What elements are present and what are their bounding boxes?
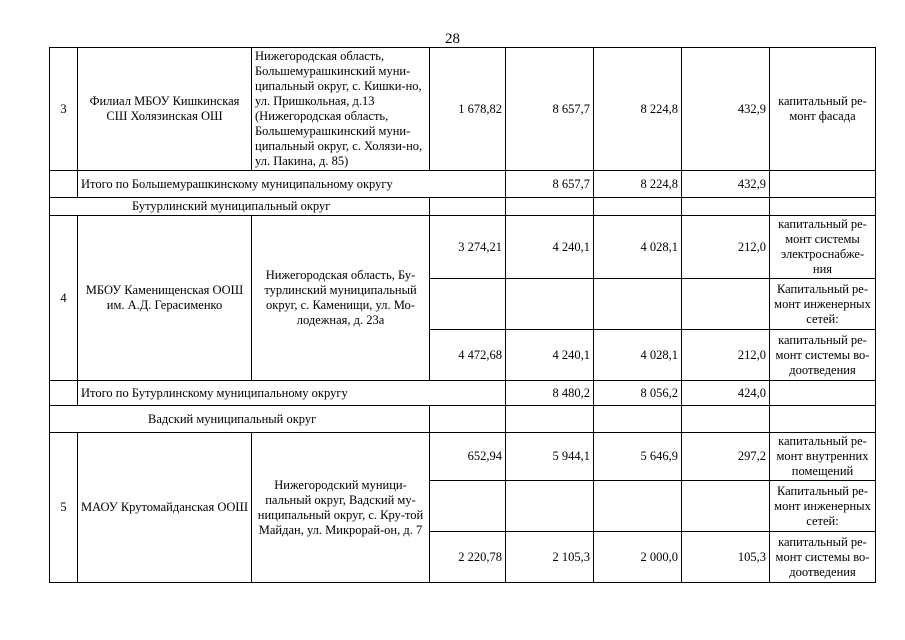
work-type-cell: Капитальный ре-монт инженерных сетей: — [770, 481, 876, 532]
empty-cell — [430, 406, 506, 433]
table-row — [50, 216, 876, 279]
section-title: Бутурлинский муниципальный округ — [50, 198, 430, 216]
regional-budget-cell: 8 056,2 — [594, 381, 682, 406]
institution-address: Нижегородская область, Большемурашкинский муни-ципальный округ, с. Кишки-но, ул. Пришкольная, д.13 (Нижегородская область, Большемурашкинский муни-ципальный округ, с. Холязи-но, ул. Пакина, д. 85) — [252, 48, 430, 171]
empty-cell — [506, 406, 594, 433]
regional-budget-cell: 8 224,8 — [594, 48, 682, 171]
section-row — [50, 198, 876, 216]
institution-address: Нижегородская область, Бу-турлинский муниципальный округ, с. Каменищи, ул. Мо-лодежная, д. 23а — [252, 216, 430, 381]
empty-cell — [594, 406, 682, 433]
table-row — [50, 48, 876, 171]
institution-address: Нижегородский муници-пальный округ, Вадский му-ниципальный округ, с. Кру-той Майдан, ул. Микрорай-он, д. 7 — [252, 433, 430, 583]
work-type-cell: капитальный ре-монт системы во-доотведения — [770, 330, 876, 381]
work-type-cell: капитальный ре-монт внутренних помещений — [770, 433, 876, 481]
institution-name: Филиал МБОУ Кишкинская СШ Холязинская ОШ — [78, 48, 252, 171]
local-budget-cell: 105,3 — [682, 532, 770, 583]
regional-budget-cell: 4 028,1 — [594, 330, 682, 381]
local-budget-cell: 297,2 — [682, 433, 770, 481]
work-type-cell: капитальный ре-монт системы во-доотведения — [770, 532, 876, 583]
section-title: Вадский муниципальный округ — [50, 406, 430, 433]
subtotal-row — [50, 381, 876, 406]
total-cost-cell: 8 480,2 — [506, 381, 594, 406]
empty-cell — [506, 279, 594, 330]
local-budget-cell: 212,0 — [682, 216, 770, 279]
empty-cell — [770, 171, 876, 198]
area-cell: 2 220,78 — [430, 532, 506, 583]
total-cost-cell: 8 657,7 — [506, 48, 594, 171]
total-cost-cell: 4 240,1 — [506, 330, 594, 381]
total-cost-cell: 2 105,3 — [506, 532, 594, 583]
institution-name: МБОУ Каменищенская ООШ им. А.Д. Герасименко — [78, 216, 252, 381]
empty-cell — [594, 279, 682, 330]
area-cell: 1 678,82 — [430, 48, 506, 171]
local-budget-cell: 212,0 — [682, 330, 770, 381]
regional-budget-cell: 2 000,0 — [594, 532, 682, 583]
empty-cell — [682, 481, 770, 532]
regional-budget-cell: 8 224,8 — [594, 171, 682, 198]
institution-name: МАОУ Крутомайданская ООШ — [78, 433, 252, 583]
subtotal-row — [50, 171, 876, 198]
empty-cell — [770, 198, 876, 216]
row-number: 4 — [50, 216, 78, 381]
work-type-cell: капитальный ре-монт фасада — [770, 48, 876, 171]
table-row — [50, 433, 876, 481]
area-cell: 4 472,68 — [430, 330, 506, 381]
empty-cell — [506, 198, 594, 216]
empty-cell — [682, 279, 770, 330]
work-type-cell: капитальный ре-монт системы электроснабже-ния — [770, 216, 876, 279]
page-number: 28 — [445, 31, 460, 47]
empty-cell — [682, 198, 770, 216]
subtotal-label: Итого по Бутурлинскому муниципальному округу — [78, 381, 506, 406]
school-repair-table — [49, 47, 876, 583]
empty-cell — [594, 198, 682, 216]
area-cell: 3 274,21 — [430, 216, 506, 279]
row-number: 5 — [50, 433, 78, 583]
regional-budget-cell: 5 646,9 — [594, 433, 682, 481]
total-cost-cell: 5 944,1 — [506, 433, 594, 481]
empty-cell — [770, 381, 876, 406]
empty-cell — [506, 481, 594, 532]
total-cost-cell: 8 657,7 — [506, 171, 594, 198]
empty-cell — [430, 279, 506, 330]
area-cell: 652,94 — [430, 433, 506, 481]
empty-cell — [594, 481, 682, 532]
local-budget-cell: 432,9 — [682, 48, 770, 171]
section-row — [50, 406, 876, 433]
subtotal-label: Итого по Большемурашкинскому муниципальному округу — [78, 171, 506, 198]
row-number: 3 — [50, 48, 78, 171]
local-budget-cell: 424,0 — [682, 381, 770, 406]
empty-cell — [50, 381, 78, 406]
empty-cell — [430, 481, 506, 532]
empty-cell — [430, 198, 506, 216]
total-cost-cell: 4 240,1 — [506, 216, 594, 279]
empty-cell — [682, 406, 770, 433]
empty-cell — [50, 171, 78, 198]
regional-budget-cell: 4 028,1 — [594, 216, 682, 279]
work-type-cell: Капитальный ре-монт инженерных сетей: — [770, 279, 876, 330]
empty-cell — [770, 406, 876, 433]
local-budget-cell: 432,9 — [682, 171, 770, 198]
